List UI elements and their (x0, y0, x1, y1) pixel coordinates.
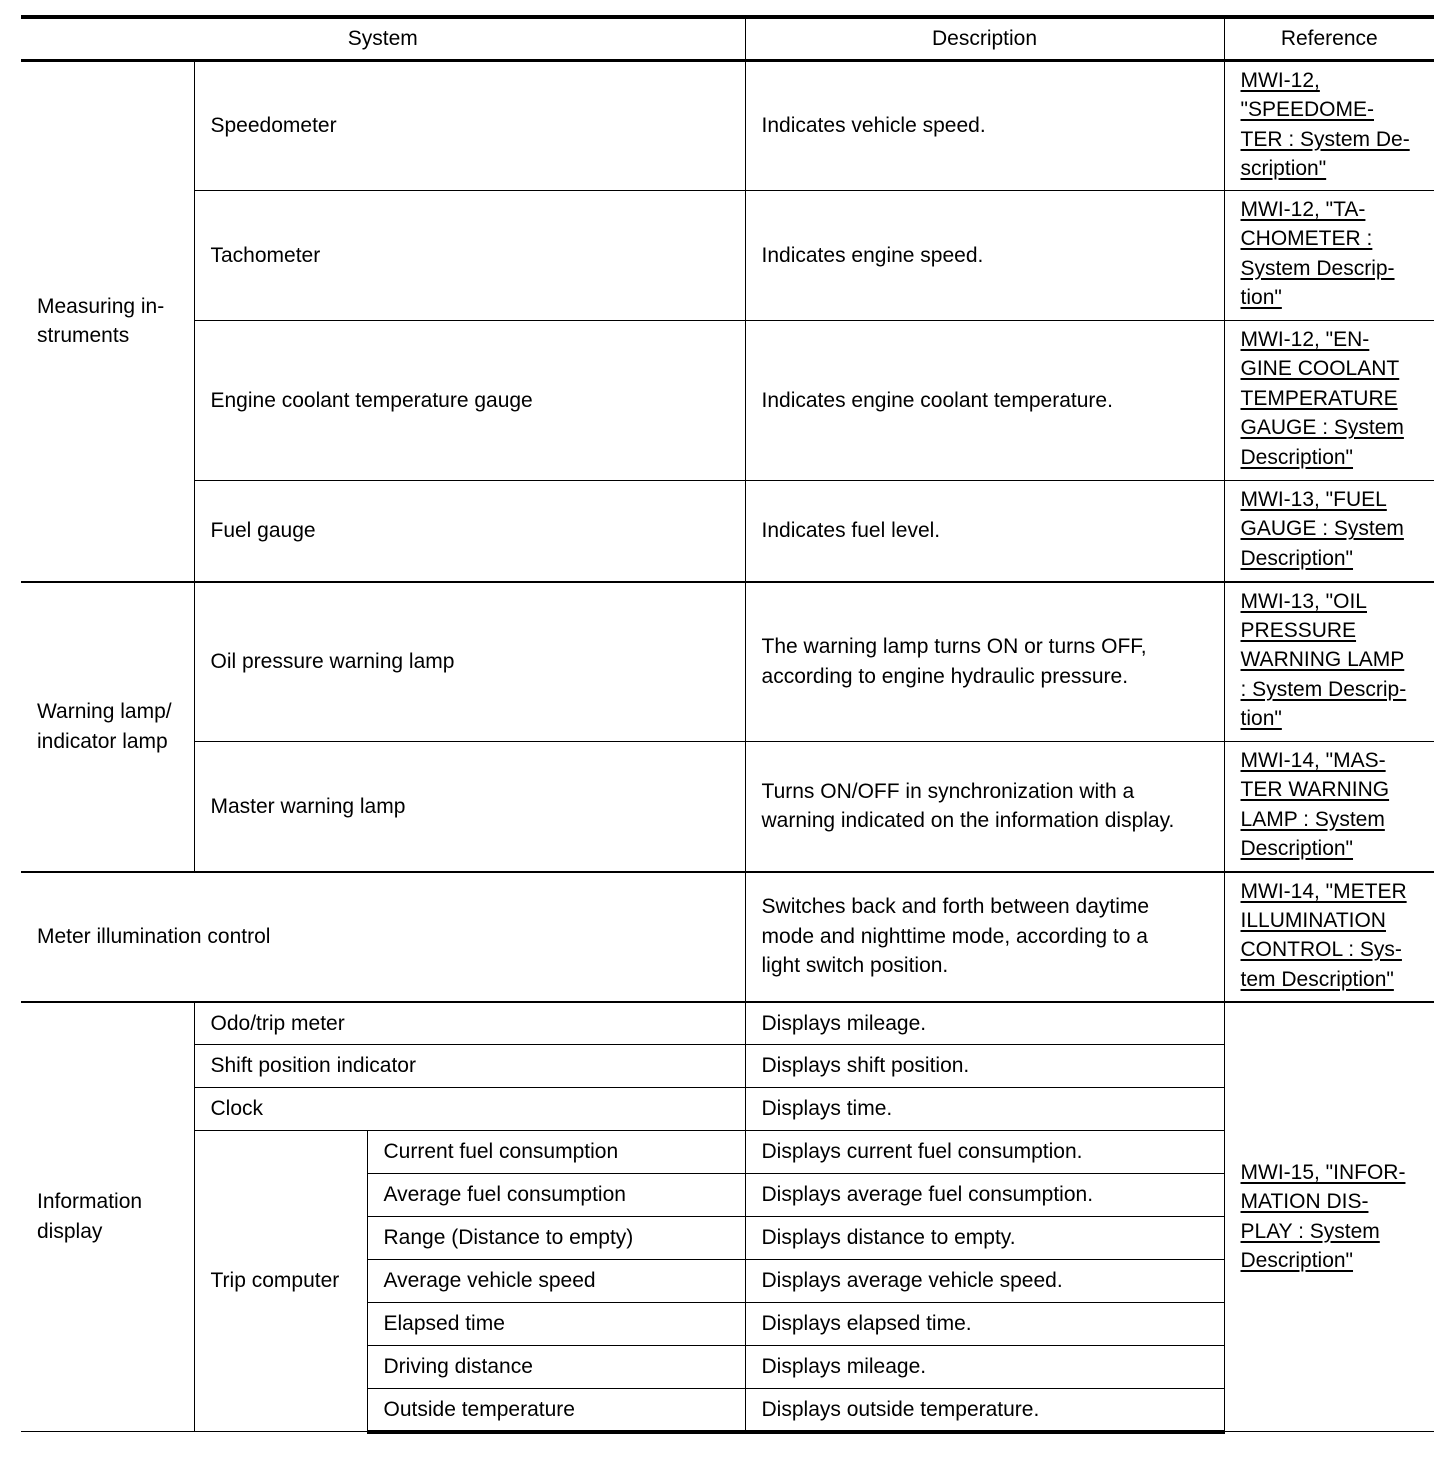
system-current-fuel-consumption: Current fuel consumption (367, 1131, 745, 1174)
reference-link-information-display[interactable]: MWI-15, "INFOR- MATION DIS- PLAY : System Description" (1240, 1160, 1406, 1273)
reference-tachometer (1224, 191, 1434, 321)
table-row (21, 191, 1434, 321)
reference-information-display (1224, 1002, 1434, 1432)
description-range: Displays distance to empty. (745, 1217, 1224, 1260)
system-outside-temperature: Outside temperature (367, 1389, 745, 1432)
table-row (21, 1045, 1434, 1088)
reference-link-master-warning-lamp[interactable]: MWI-14, "MAS- TER WARNING LAMP : System Description" (1240, 749, 1390, 861)
system-clock: Clock (194, 1088, 745, 1131)
reference-master-warning-lamp (1224, 742, 1434, 872)
description-elapsed-time: Displays elapsed time. (745, 1303, 1224, 1346)
system-master-warning-lamp: Master warning lamp (194, 742, 745, 872)
header-system: System (21, 17, 745, 61)
table-row (21, 321, 1434, 481)
system-tachometer: Tachometer (194, 191, 745, 321)
document-page (21, 15, 1434, 1434)
reference-link-coolant-gauge[interactable]: MWI-12, "EN- GINE COOLANT TEMPERATURE GAUGE : System Description" (1240, 328, 1404, 469)
description-fuel-gauge: Indicates fuel level. (745, 481, 1224, 582)
description-current-fuel-consumption: Displays current fuel consumption. (745, 1131, 1224, 1174)
description-tachometer: Indicates engine speed. (745, 191, 1224, 321)
group-warning-lamp: Warning lamp/ indicator lamp (21, 582, 194, 872)
system-driving-distance: Driving distance (367, 1346, 745, 1389)
system-coolant-gauge: Engine coolant temperature gauge (194, 321, 745, 481)
system-oil-pressure-lamp: Oil pressure warning lamp (194, 582, 745, 742)
table-row (21, 1131, 1434, 1174)
reference-meter-illumination (1224, 872, 1434, 1002)
reference-coolant-gauge (1224, 321, 1434, 481)
description-oil-pressure-lamp: The warning lamp turns ON or turns OFF, according to engine hydraulic pressure. (745, 582, 1224, 742)
system-fuel-gauge: Fuel gauge (194, 481, 745, 582)
table-row (21, 481, 1434, 582)
system-elapsed-time: Elapsed time (367, 1303, 745, 1346)
reference-oil-pressure-lamp (1224, 582, 1434, 742)
reference-fuel-gauge (1224, 481, 1434, 582)
reference-link-oil-pressure-lamp[interactable]: MWI-13, "OIL PRESSURE WARNING LAMP : System Descrip- tion" (1240, 589, 1407, 731)
reference-link-speedometer[interactable]: MWI-12, "SPEEDOME- TER : System De- scription" (1240, 69, 1410, 181)
group-meter-illumination: Meter illumination control (21, 872, 745, 1002)
reference-link-meter-illumination[interactable]: MWI-14, "METER ILLUMINATION CONTROL : Sys- tem Description" (1240, 879, 1407, 991)
description-clock: Displays time. (745, 1088, 1224, 1131)
description-odo-trip-meter: Displays mileage. (745, 1002, 1224, 1045)
group-information-display: Information display (21, 1002, 194, 1432)
description-master-warning-lamp: Turns ON/OFF in synchronization with a warning indicated on the information display. (745, 742, 1224, 872)
reference-link-fuel-gauge[interactable]: MWI-13, "FUEL GAUGE : System Description" (1240, 488, 1404, 570)
description-average-fuel-consumption: Displays average fuel consumption. (745, 1174, 1224, 1217)
description-meter-illumination: Switches back and forth between daytime mode and nighttime mode, according to a light switch position. (745, 872, 1224, 1002)
table-row (21, 61, 1434, 191)
description-speedometer: Indicates vehicle speed. (745, 61, 1224, 191)
table-row (21, 1002, 1434, 1045)
header-reference: Reference (1224, 17, 1434, 61)
system-range: Range (Distance to empty) (367, 1217, 745, 1260)
system-table (21, 15, 1434, 1434)
group-measuring-instruments: Measuring in- struments (21, 61, 194, 582)
system-shift-position-indicator: Shift position indicator (194, 1045, 745, 1088)
description-driving-distance: Displays mileage. (745, 1346, 1224, 1389)
group-trip-computer: Trip computer (194, 1131, 367, 1432)
system-odo-trip-meter: Odo/trip meter (194, 1002, 745, 1045)
description-coolant-gauge: Indicates engine coolant temperature. (745, 321, 1224, 481)
description-outside-temperature: Displays outside temperature. (745, 1389, 1224, 1432)
description-average-vehicle-speed: Displays average vehicle speed. (745, 1260, 1224, 1303)
reference-link-tachometer[interactable]: MWI-12, "TA- CHOMETER : System Descrip- tion" (1240, 198, 1395, 310)
system-speedometer: Speedometer (194, 61, 745, 191)
system-average-vehicle-speed: Average vehicle speed (367, 1260, 745, 1303)
reference-speedometer (1224, 61, 1434, 191)
system-average-fuel-consumption: Average fuel consumption (367, 1174, 745, 1217)
table-row (21, 742, 1434, 872)
description-shift-position-indicator: Displays shift position. (745, 1045, 1224, 1088)
header-description: Description (745, 17, 1224, 61)
table-row (21, 1088, 1434, 1131)
header-row (21, 17, 1434, 61)
table-row (21, 872, 1434, 1002)
table-row (21, 582, 1434, 742)
